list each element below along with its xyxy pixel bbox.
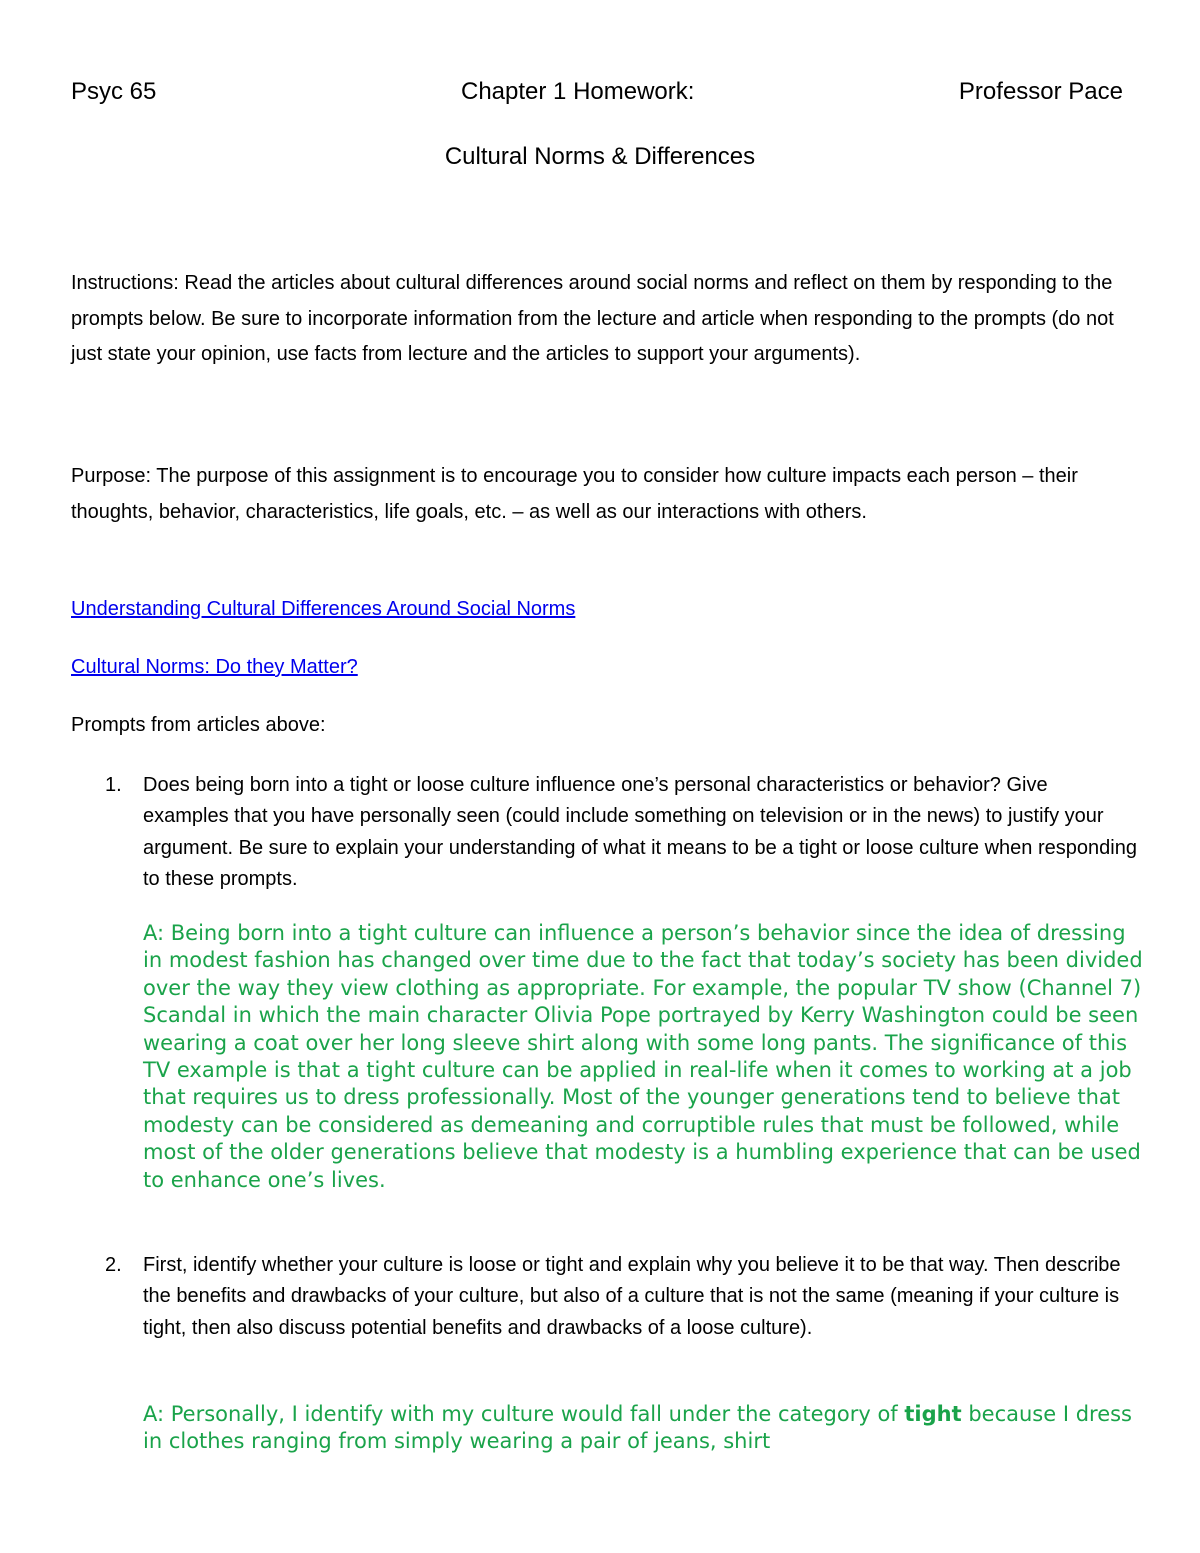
instructions-paragraph: Instructions: Read the articles about cultural differences around social norms and reflect on them by responding to the prompts below. Be sure to incorporate information from the lecture and article when responding to the prompts (do not just state your opinion, use facts from lecture and the articles to support your arguments).	[71, 272, 1114, 365]
prompt-number: 1.	[105, 774, 122, 796]
prompt-number: 2.	[105, 1254, 122, 1276]
course-code: Psyc 65	[71, 78, 157, 105]
answer-text-end: because I dress in clothes ranging from simply wearing a pair of jeans, shirt	[143, 1402, 1132, 1454]
assignment-title: Chapter 1 Homework:	[461, 78, 695, 105]
prompt-answer	[143, 1401, 1143, 1456]
prompts-heading: Prompts from articles above:	[71, 714, 326, 736]
answer-text-start: A: Personally, I identify with my culture would fall under the category of	[143, 1402, 905, 1426]
article-link-social-norms[interactable]: Understanding Cultural Differences Around Social Norms	[71, 598, 576, 620]
article-link-cultural-norms[interactable]: Cultural Norms: Do they Matter?	[71, 656, 358, 678]
prompt-text: Does being born into a tight or loose culture influence one’s personal characteristics or behavior? Give examples that you have personally seen (could include something on television or in the news) to justify your argument. Be sure to explain your understanding of what it means to be a tight or loose culture when responding to these prompts.	[143, 774, 1137, 890]
purpose-paragraph: Purpose: The purpose of this assignment is to encourage you to consider how culture impacts each person – their thoughts, behavior, characteristics, life goals, etc. – as well as our interactions with others.	[71, 465, 1078, 523]
professor-name: Professor Pace	[958, 78, 1123, 105]
prompt-answer: A: Being born into a tight culture can influence a person’s behavior since the idea of dressing in modest fashion has changed over time due to the fact that today’s society has been divided over the way they view clothing as appropriate. For example, the popular TV show (Channel 7) Scandal in which the main character Olivia Pope portrayed by Kerry Washington could be seen wearing a coat over her long sleeve shirt along with some long pants. The significance of this TV example is that a tight culture can be applied in real-life when it comes to working at a job that requires us to dress professionally. Most of the younger generations tend to believe that modesty can be considered as demeaning and corruptible rules that must be followed, while most of the older generations believe that modesty is a humbling experience that can be used to enhance one’s lives.	[143, 921, 1143, 1192]
document-header	[71, 78, 1123, 112]
answer-bold-word: tight	[904, 1402, 962, 1426]
prompt-text: First, identify whether your culture is loose or tight and explain why you believe it to be that way. Then describe the benefits and drawbacks of your culture, but also of a culture that is not the same (meaning if your culture is tight, then also discuss potential benefits and drawbacks of a loose culture).	[143, 1254, 1121, 1339]
assignment-subtitle: Cultural Norms & Differences	[444, 143, 756, 170]
